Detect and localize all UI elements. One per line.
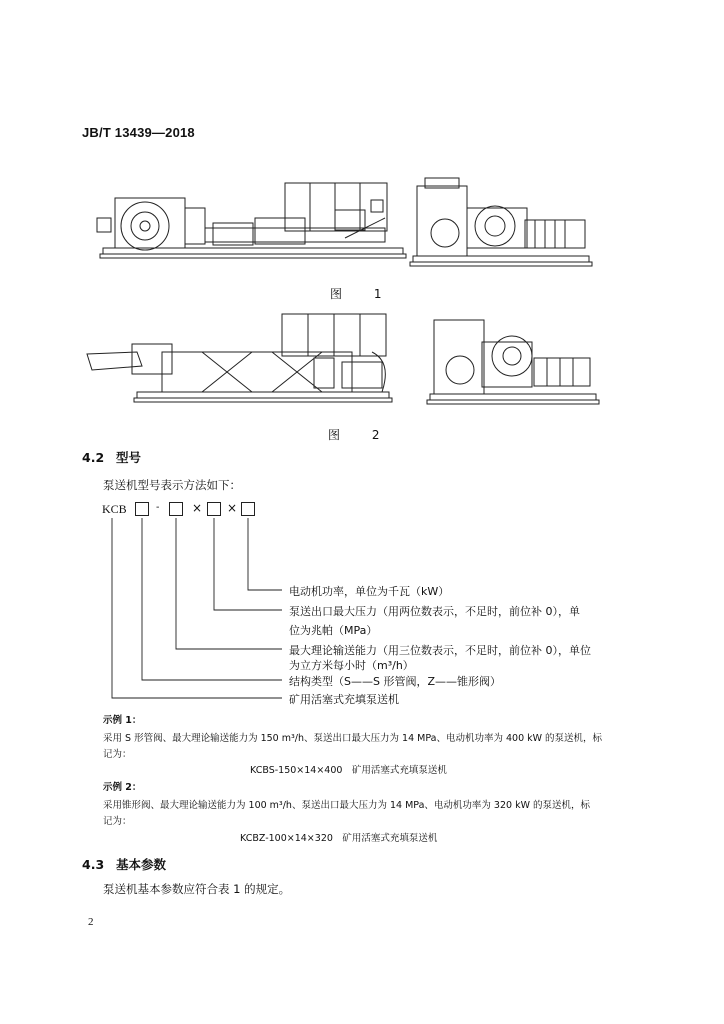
figure-1-caption: 图 1 — [330, 287, 396, 301]
example-1-text: 采用 S 形管阀、最大理论输送能力为 150 m³/h、泵送出口最大压力为 14 MPa、电动机功率为 400 kW 的泵送机，标 — [103, 733, 603, 744]
legend-outlet-pressure-unit: 位为兆帕（MPa） — [289, 624, 378, 637]
section-title: 型号 — [116, 450, 142, 465]
section-title: 基本参数 — [116, 857, 167, 872]
example-2-label: 示例 2： — [103, 782, 142, 793]
code-prefix: KCB — [102, 502, 127, 516]
section-number: 4.3 — [82, 857, 105, 872]
figure-2-caption: 图 2 — [328, 428, 394, 442]
legend-outlet-pressure: 泵送出口最大压力（用两位数表示，不足时，前位补 0），单 — [289, 605, 580, 618]
legend-product-name: 矿用活塞式充填泵送机 — [289, 693, 399, 706]
basic-parameters-text: 泵送机基本参数应符合表 1 的规定。 — [103, 882, 291, 896]
example-1-label: 示例 1： — [103, 715, 142, 726]
example-1-designation: KCBS-150×14×400 矿用活塞式充填泵送机 — [250, 765, 447, 776]
example-2-text: 采用锥形阀、最大理论输送能力为 100 m³/h、泵送出口最大压力为 14 MPa、电动机功率为 320 kW 的泵送机，标 — [103, 800, 590, 811]
legend-motor-power: 电动机功率，单位为千瓦（kW） — [289, 585, 450, 598]
model-intro-text: 泵送机型号表示方法如下： — [103, 478, 241, 492]
legend-capacity-unit: 为立方米每小时（m³/h） — [289, 659, 414, 672]
code-times-2: × — [227, 501, 238, 515]
code-dash: - — [156, 502, 160, 513]
example-2-text-line2: 记为： — [103, 816, 132, 827]
example-2-designation: KCBZ-100×14×320 矿用活塞式充填泵送机 — [240, 833, 438, 844]
standard-code: JB/T 13439—2018 — [82, 125, 195, 140]
legend-capacity: 最大理论输送能力（用三位数表示，不足时，前位补 0），单位 — [289, 644, 591, 657]
example-1-text-line2: 记为： — [103, 749, 132, 760]
code-times-1: × — [192, 501, 203, 515]
legend-structure-type: 结构类型（S——S 形管阀，Z——锥形阀） — [289, 675, 501, 688]
section-4-3-heading — [82, 855, 166, 873]
page-number: 2 — [88, 916, 94, 928]
section-number: 4.2 — [82, 450, 105, 465]
